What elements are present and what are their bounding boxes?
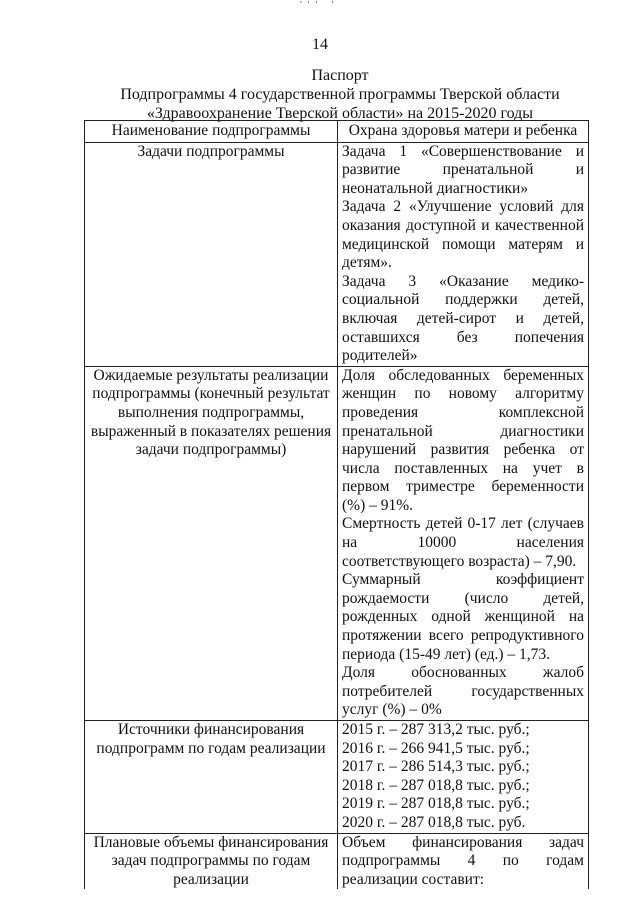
funding-year-item: 2018 г. – 287 018,8 тыс. руб.; bbox=[342, 776, 530, 794]
result-item: Доля обследованных беременных женщин по новому алгоритму проведения комплексной пренатальной диагностики нарушений развития ребенка от числа поставленных на учет в первом триместре беременности (%) – 91%. bbox=[342, 366, 584, 514]
document-title bbox=[80, 66, 600, 123]
header-left-cell: Наименование подпрограммы bbox=[85, 121, 338, 143]
results-label: Ожидаемые результаты реализации подпрограммы (конечный результат выполнения подпрограммы, выраженный в показателях решения задачи подпрограммы) bbox=[85, 366, 338, 720]
table-row-planned-volumes bbox=[85, 833, 589, 889]
title-line-2: Подпрограммы 4 государственной программы Тверской области bbox=[120, 86, 560, 103]
task-item: Задача 2 «Улучшение условий для оказания доступной и качественной медицинской помощи матерям и детям». bbox=[342, 198, 584, 272]
passport-table bbox=[84, 120, 589, 889]
funding-year-item: 2020 г. – 287 018,8 тыс. руб. bbox=[342, 813, 526, 831]
task-item: Задача 3 «Оказание медико-социальной поддержки детей, включая детей-сирот и детей, оставшихся без попечения родителей» bbox=[342, 272, 584, 365]
header-right-cell: Охрана здоровья матери и ребенка bbox=[338, 121, 589, 143]
funding-year-item: 2019 г. – 287 018,8 тыс. руб.; bbox=[342, 795, 530, 813]
table-row-funding-sources bbox=[85, 721, 589, 834]
title-line-1: Паспорт bbox=[311, 67, 369, 84]
table-row-header bbox=[85, 121, 589, 143]
page-number: 14 bbox=[312, 36, 328, 53]
result-item: Доля обоснованных жалоб потребителей государственных услуг (%) – 0% bbox=[342, 664, 584, 719]
results-content bbox=[338, 366, 589, 720]
scan-top-marks: ''' ' bbox=[300, 0, 340, 11]
result-item: Смертность детей 0-17 лет (случаев на 10000 населения соответствующего возраста) – 7,90. bbox=[342, 515, 584, 570]
funding-year-item: 2016 г. – 266 941,5 тыс. руб.; bbox=[342, 739, 530, 757]
title-line-3: «Здравоохранение Тверской области» на 2015-2020 годы bbox=[146, 105, 534, 122]
planned-volumes-text: Объем финансирования задач подпрограммы 4 по годам реализации составит: bbox=[342, 833, 584, 888]
funding-year-item: 2015 г. – 287 313,2 тыс. руб.; bbox=[342, 721, 530, 738]
result-item: Суммарный коэффициент рождаемости (число детей, рожденных одной женщиной на протяжении всего репродуктивного периода (15-49 лет) (ед.) – 1,73. bbox=[342, 571, 584, 663]
task-item: Задача 1 «Совершенствование и развитие пренатальной и неонатальной диагностики» bbox=[342, 142, 584, 197]
planned-volumes-label: Плановые объемы финансирования задач подпрограммы по годам реализации bbox=[85, 833, 338, 889]
tasks-label: Задачи подпрограммы bbox=[85, 142, 338, 366]
funding-year-item: 2017 г. – 286 514,3 тыс. руб.; bbox=[342, 758, 530, 776]
table-row-results bbox=[85, 366, 589, 720]
planned-volumes-content bbox=[338, 833, 589, 889]
funding-sources-content bbox=[338, 721, 589, 834]
table-row-tasks bbox=[85, 142, 589, 366]
funding-sources-label: Источники финансирования подпрограмм по годам реализации bbox=[85, 721, 338, 834]
tasks-content bbox=[338, 142, 589, 366]
